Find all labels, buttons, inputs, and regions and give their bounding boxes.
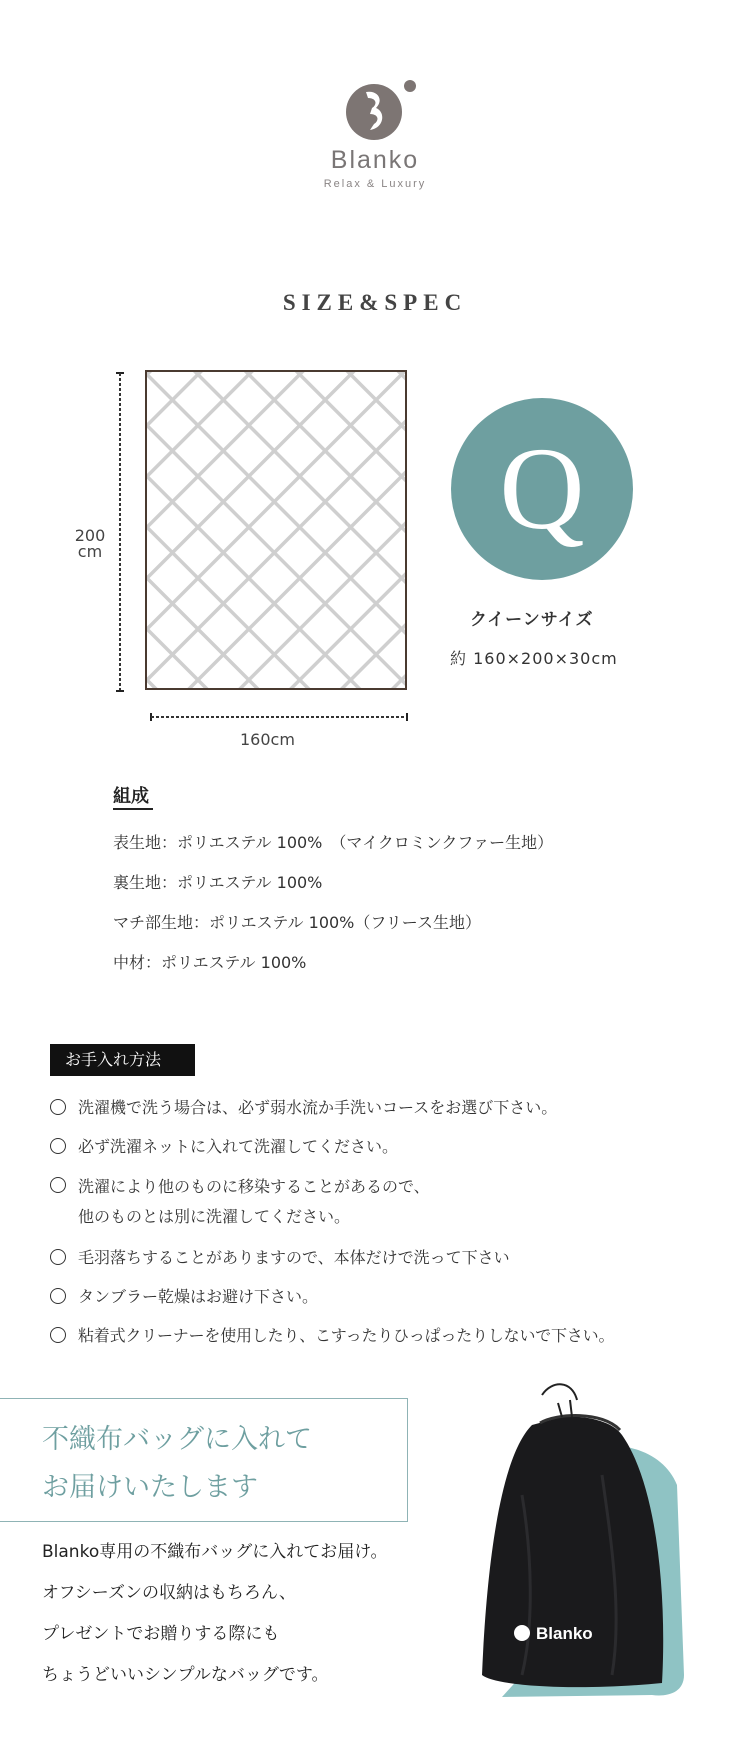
bag-logo-text: Blanko [536,1624,593,1643]
care-item-text: 洗濯機で洗う場合は、必ず弱水流か手洗いコースをお選び下さい。 [78,1098,558,1117]
height-dimension-line [115,372,125,692]
bag-description-line: ちょうどいいシンプルなバッグです。 [42,1665,329,1685]
composition-heading: 組成 [113,786,149,807]
care-item [50,1283,710,1311]
composition-underline [113,808,153,810]
drawstring-bag-image [462,1375,712,1705]
size-dimensions: 約 160×200×30cm [450,649,618,668]
care-item-text: 粘着式クリーナーを使用したり、こすったりひっぱったりしないで下さい。 [78,1326,615,1345]
height-label-text: 200 cm [74,526,106,561]
circle-bullet-icon [50,1249,66,1265]
brand-logo-icon [340,78,420,140]
care-item [50,1172,710,1232]
circle-bullet-icon [50,1327,66,1343]
composition-item: マチ部生地：ポリエステル 100%（フリース生地） [113,913,481,932]
composition-item: 中材：ポリエステル 100% [113,953,307,972]
brand-tagline: Relax & Luxury [323,178,427,190]
care-item [50,1094,710,1122]
circle-bullet-icon [50,1099,66,1115]
care-item-text: 必ず洗濯ネットに入れて洗濯してください。 [78,1137,399,1156]
size-name: クイーンサイズ [470,610,594,630]
care-item [50,1322,710,1350]
brand-name: Blanko [330,146,420,174]
width-dimension-line [150,712,408,722]
bag-description-line: Blanko専用の不織布バッグに入れてお届け。 [42,1542,388,1562]
circle-bullet-icon [50,1138,66,1154]
width-label: 160cm [240,730,295,749]
bag-description [42,1532,388,1696]
height-label [68,528,112,560]
circle-bullet-icon [50,1288,66,1304]
care-list [50,1094,710,1361]
quilt-pattern [147,372,405,688]
care-item-text: タンブラー乾燥はお避け下さい。 [78,1287,319,1306]
composition-list [113,828,553,988]
care-heading: お手入れ方法 [50,1044,195,1076]
composition-item: 表生地：ポリエステル 100% （マイクロミンクファー生地） [113,833,554,852]
care-item [50,1133,710,1161]
size-badge: Q [451,398,633,580]
circle-bullet-icon [50,1177,66,1193]
section-title: SIZE&SPEC [282,290,468,315]
care-item-text: 洗濯により他のものに移染することがあるので、 他のものとは別に洗濯してください。 [78,1177,430,1226]
bag-description-line: プレゼントでお贈りする際にも [42,1624,280,1644]
composition-item: 裏生地：ポリエステル 100% [113,873,323,892]
care-item [50,1244,710,1272]
bag-title: 不織布バッグに入れて お届けいたします [42,1424,312,1503]
bag-description-line: オフシーズンの収納はもちろん、 [42,1583,296,1603]
care-item-text: 毛羽落ちすることがありますので、本体だけで洗って下さい [78,1248,510,1267]
quilt-diagram [145,370,407,690]
